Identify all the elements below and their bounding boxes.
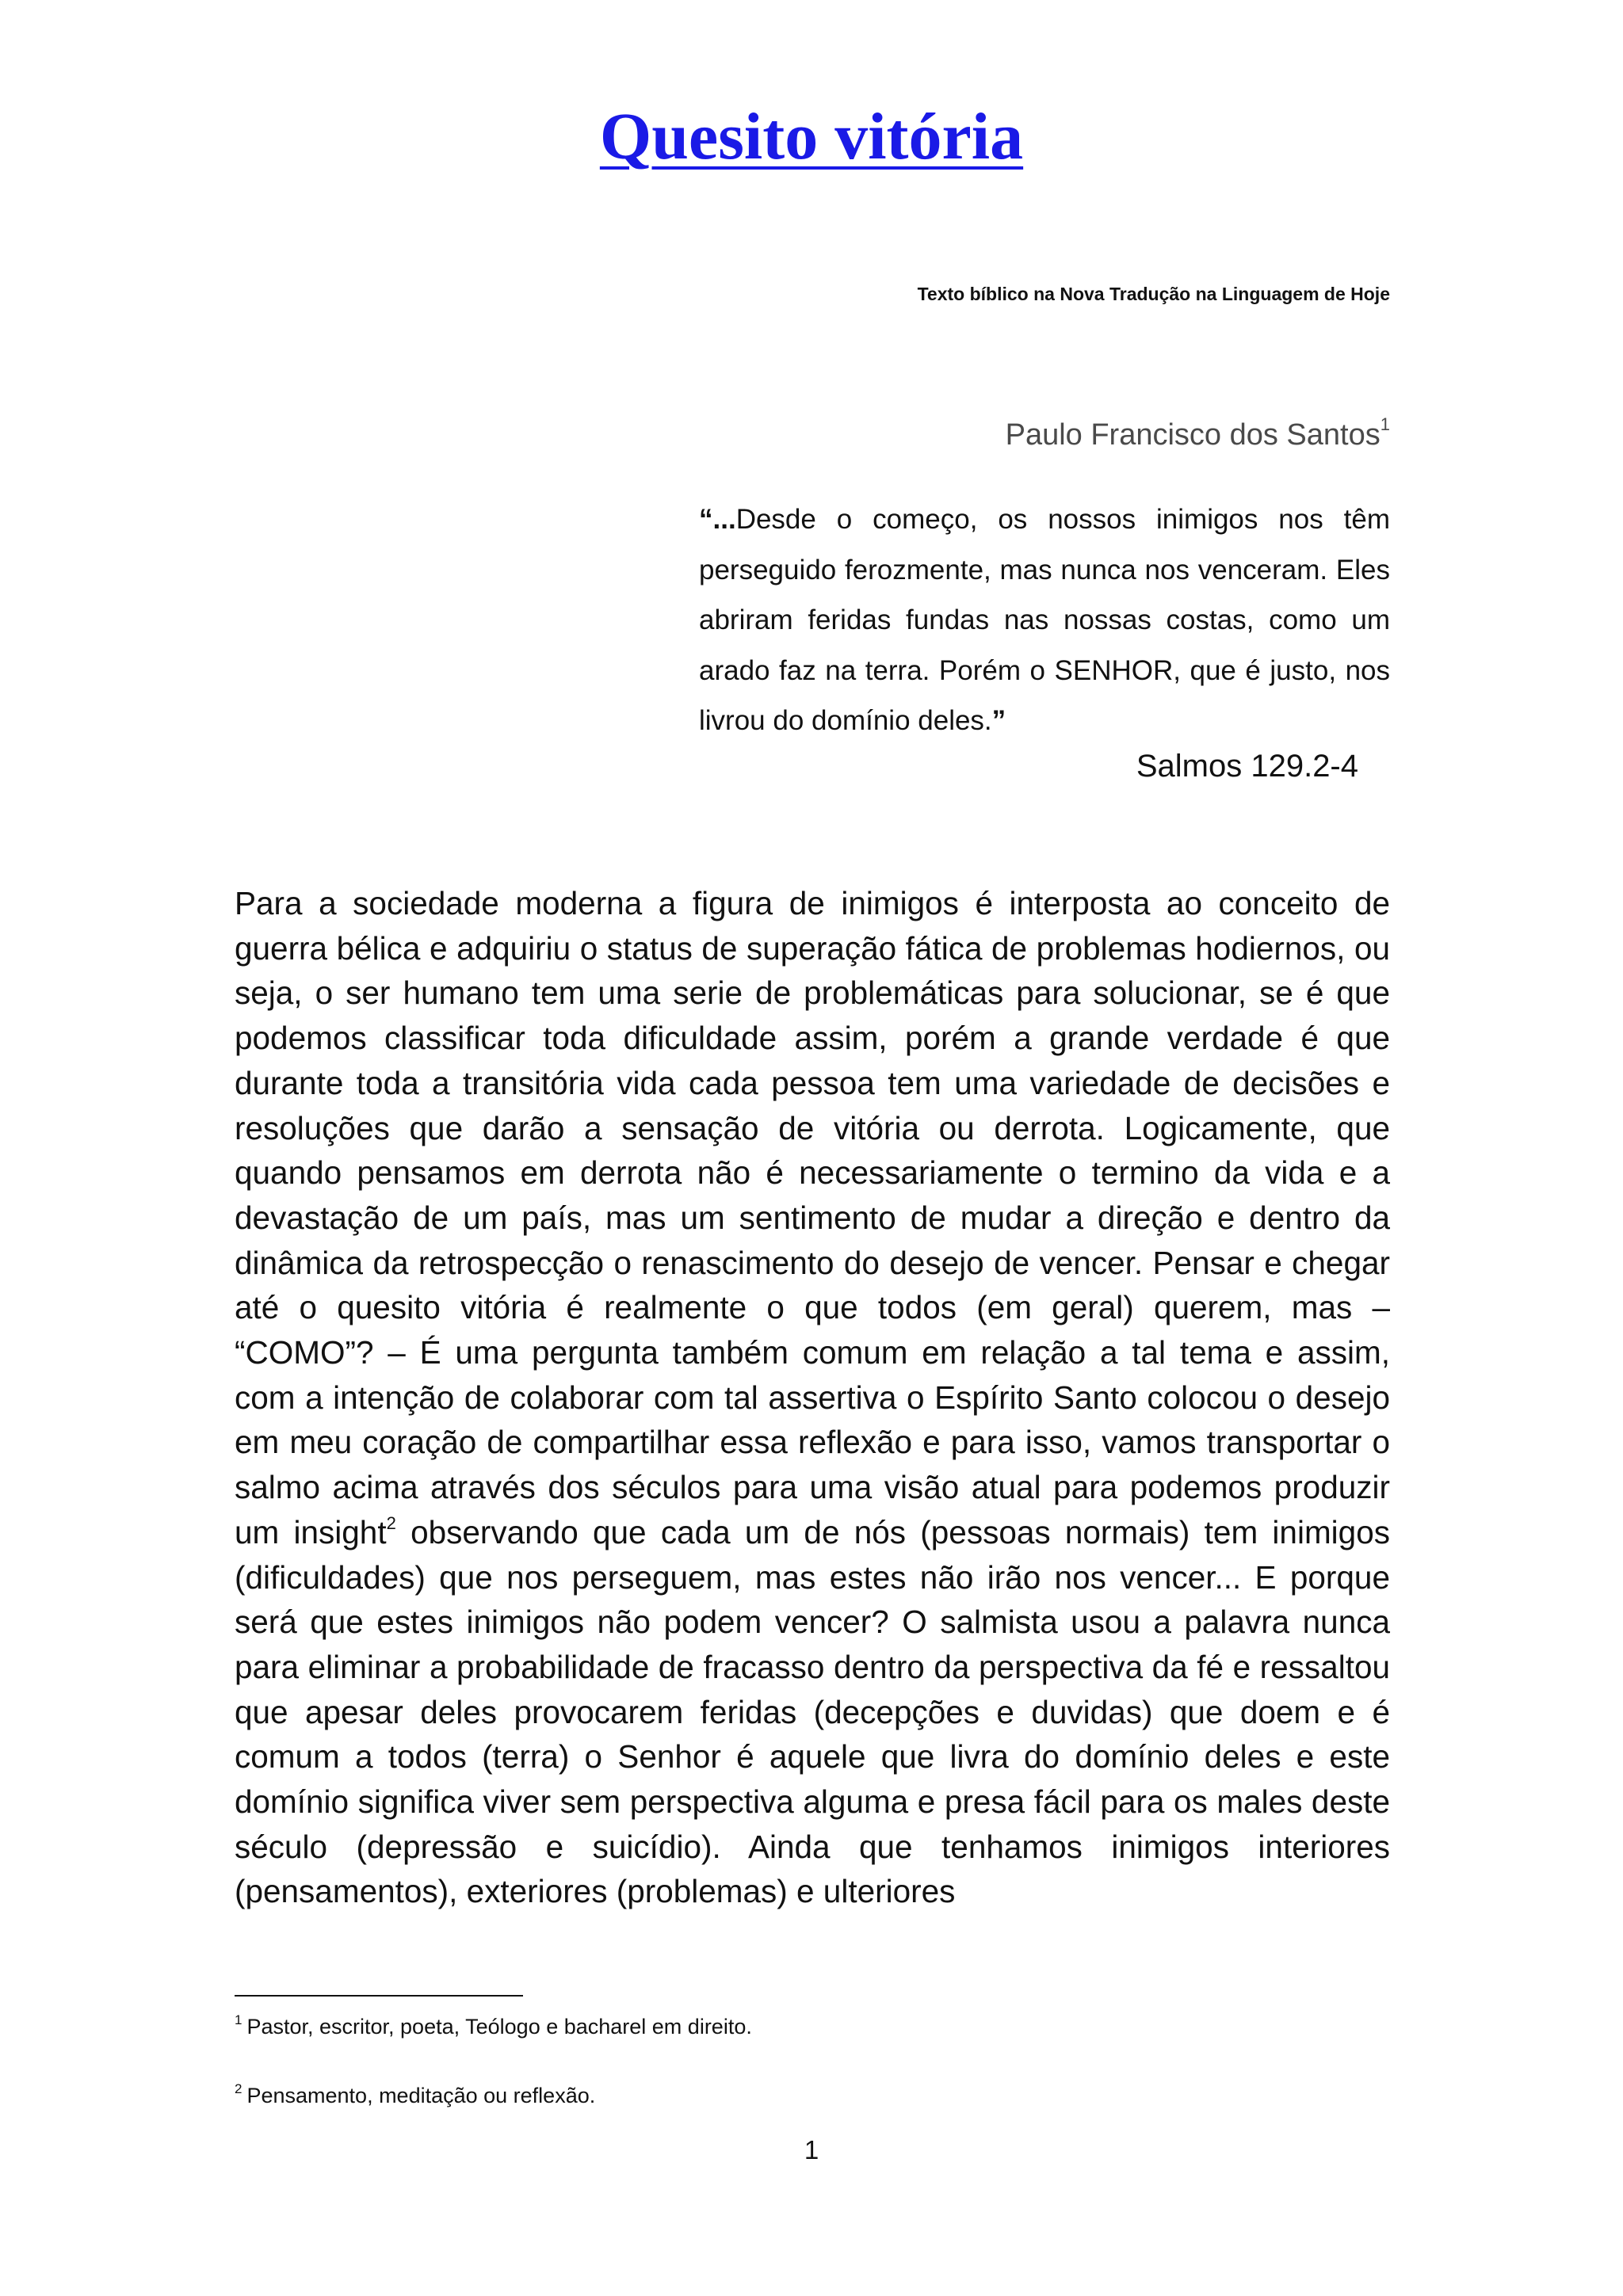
footnote-1: [235, 2012, 752, 2039]
epigraph-text: Desde o começo, os nossos inimigos nos têm perseguido ferozmente, mas nunca nos venceram. Eles abriram feridas fundas nas nossas costas, como um arado faz na terra. Porém o SENHOR, que é justo, nos livrou do domínio deles.: [699, 504, 1390, 736]
footnote-separator: [235, 1995, 523, 1997]
epigraph-open-quote: “...: [699, 504, 736, 535]
epigraph-close-quote: ”: [991, 705, 1006, 736]
footnote-2-text: Pensamento, meditação ou reflexão.: [246, 2084, 596, 2107]
epigraph-quote: [699, 494, 1390, 746]
author-name: Paulo Francisco dos Santos: [1005, 418, 1381, 452]
author-line: [1005, 414, 1390, 452]
footnote-1-marker: 1: [235, 2012, 242, 2027]
document-title: [0, 93, 1623, 181]
author-footnote-marker: 1: [1380, 414, 1390, 434]
body-footnote-marker: 2: [386, 1512, 396, 1533]
footnote-2: [235, 2081, 596, 2108]
footnote-2-marker: 2: [235, 2081, 242, 2096]
page-number: 1: [804, 2135, 819, 2164]
body-text-part-2: observando que cada um de nós (pessoas normais) tem inimigos (dificuldades) que nos perseguem, mas estes não irão nos vencer... E porque será que estes inimigos não podem vencer? O salmista usou a palavra nunca para eliminar a probabilidade de fracasso dentro da perspectiva da fé e ressaltou que apesar deles provocarem feridas (decepções e duvidas) que doem e é comum a todos (terra) o Senhor é aquele que livra do domínio deles e este domínio significa viver sem perspectiva alguma e presa fácil para os males deste século (depressão e suicídio). Ainda que tenhamos inimigos interiores (pensamentos), exteriores (problemas) e ulteriores: [235, 1513, 1390, 1910]
body-paragraph: [235, 881, 1390, 1914]
bible-edition-note: Texto bíblico na Nova Tradução na Linguagem de Hoje: [917, 284, 1390, 304]
scripture-reference: Salmos 129.2-4: [1136, 749, 1358, 784]
body-text-part-1: Para a sociedade moderna a figura de inimigos é interposta ao conceito de guerra bélica e adquiriu o status de superação fática de problemas hodiernos, ou seja, o ser humano tem uma serie de problemáticas para solucionar, se é que podemos classificar toda dificuldade assim, porém a grande verdade é que durante toda a transitória vida cada pessoa tem uma variedade de decisões e resoluções que darão a sensação de vitória ou derrota. Logicamente, que quando pensamos em derrota não é necessariamente o termino da vida e a devastação de um país, mas um sentimento de mudar a direção e dentro da dinâmica da retrospecção o renascimento do desejo de vencer. Pensar e chegar até o quesito vitória é realmente o que todos (em geral) querem, mas – “COMO”? – É uma pergunta também comum em relação a tal tema e assim, com a intenção de colaborar com tal assertiva o Espírito Santo colocou o desejo em meu coração de compartilhar essa reflexão e para isso, vamos transportar o salmo acima através dos séculos para uma visão atual para podemos produzir um insight: [235, 885, 1390, 1550]
title-link[interactable]: Quesito vitória: [599, 100, 1024, 174]
footnote-1-text: Pastor, escritor, poeta, Teólogo e bacharel em direito.: [246, 2015, 752, 2039]
